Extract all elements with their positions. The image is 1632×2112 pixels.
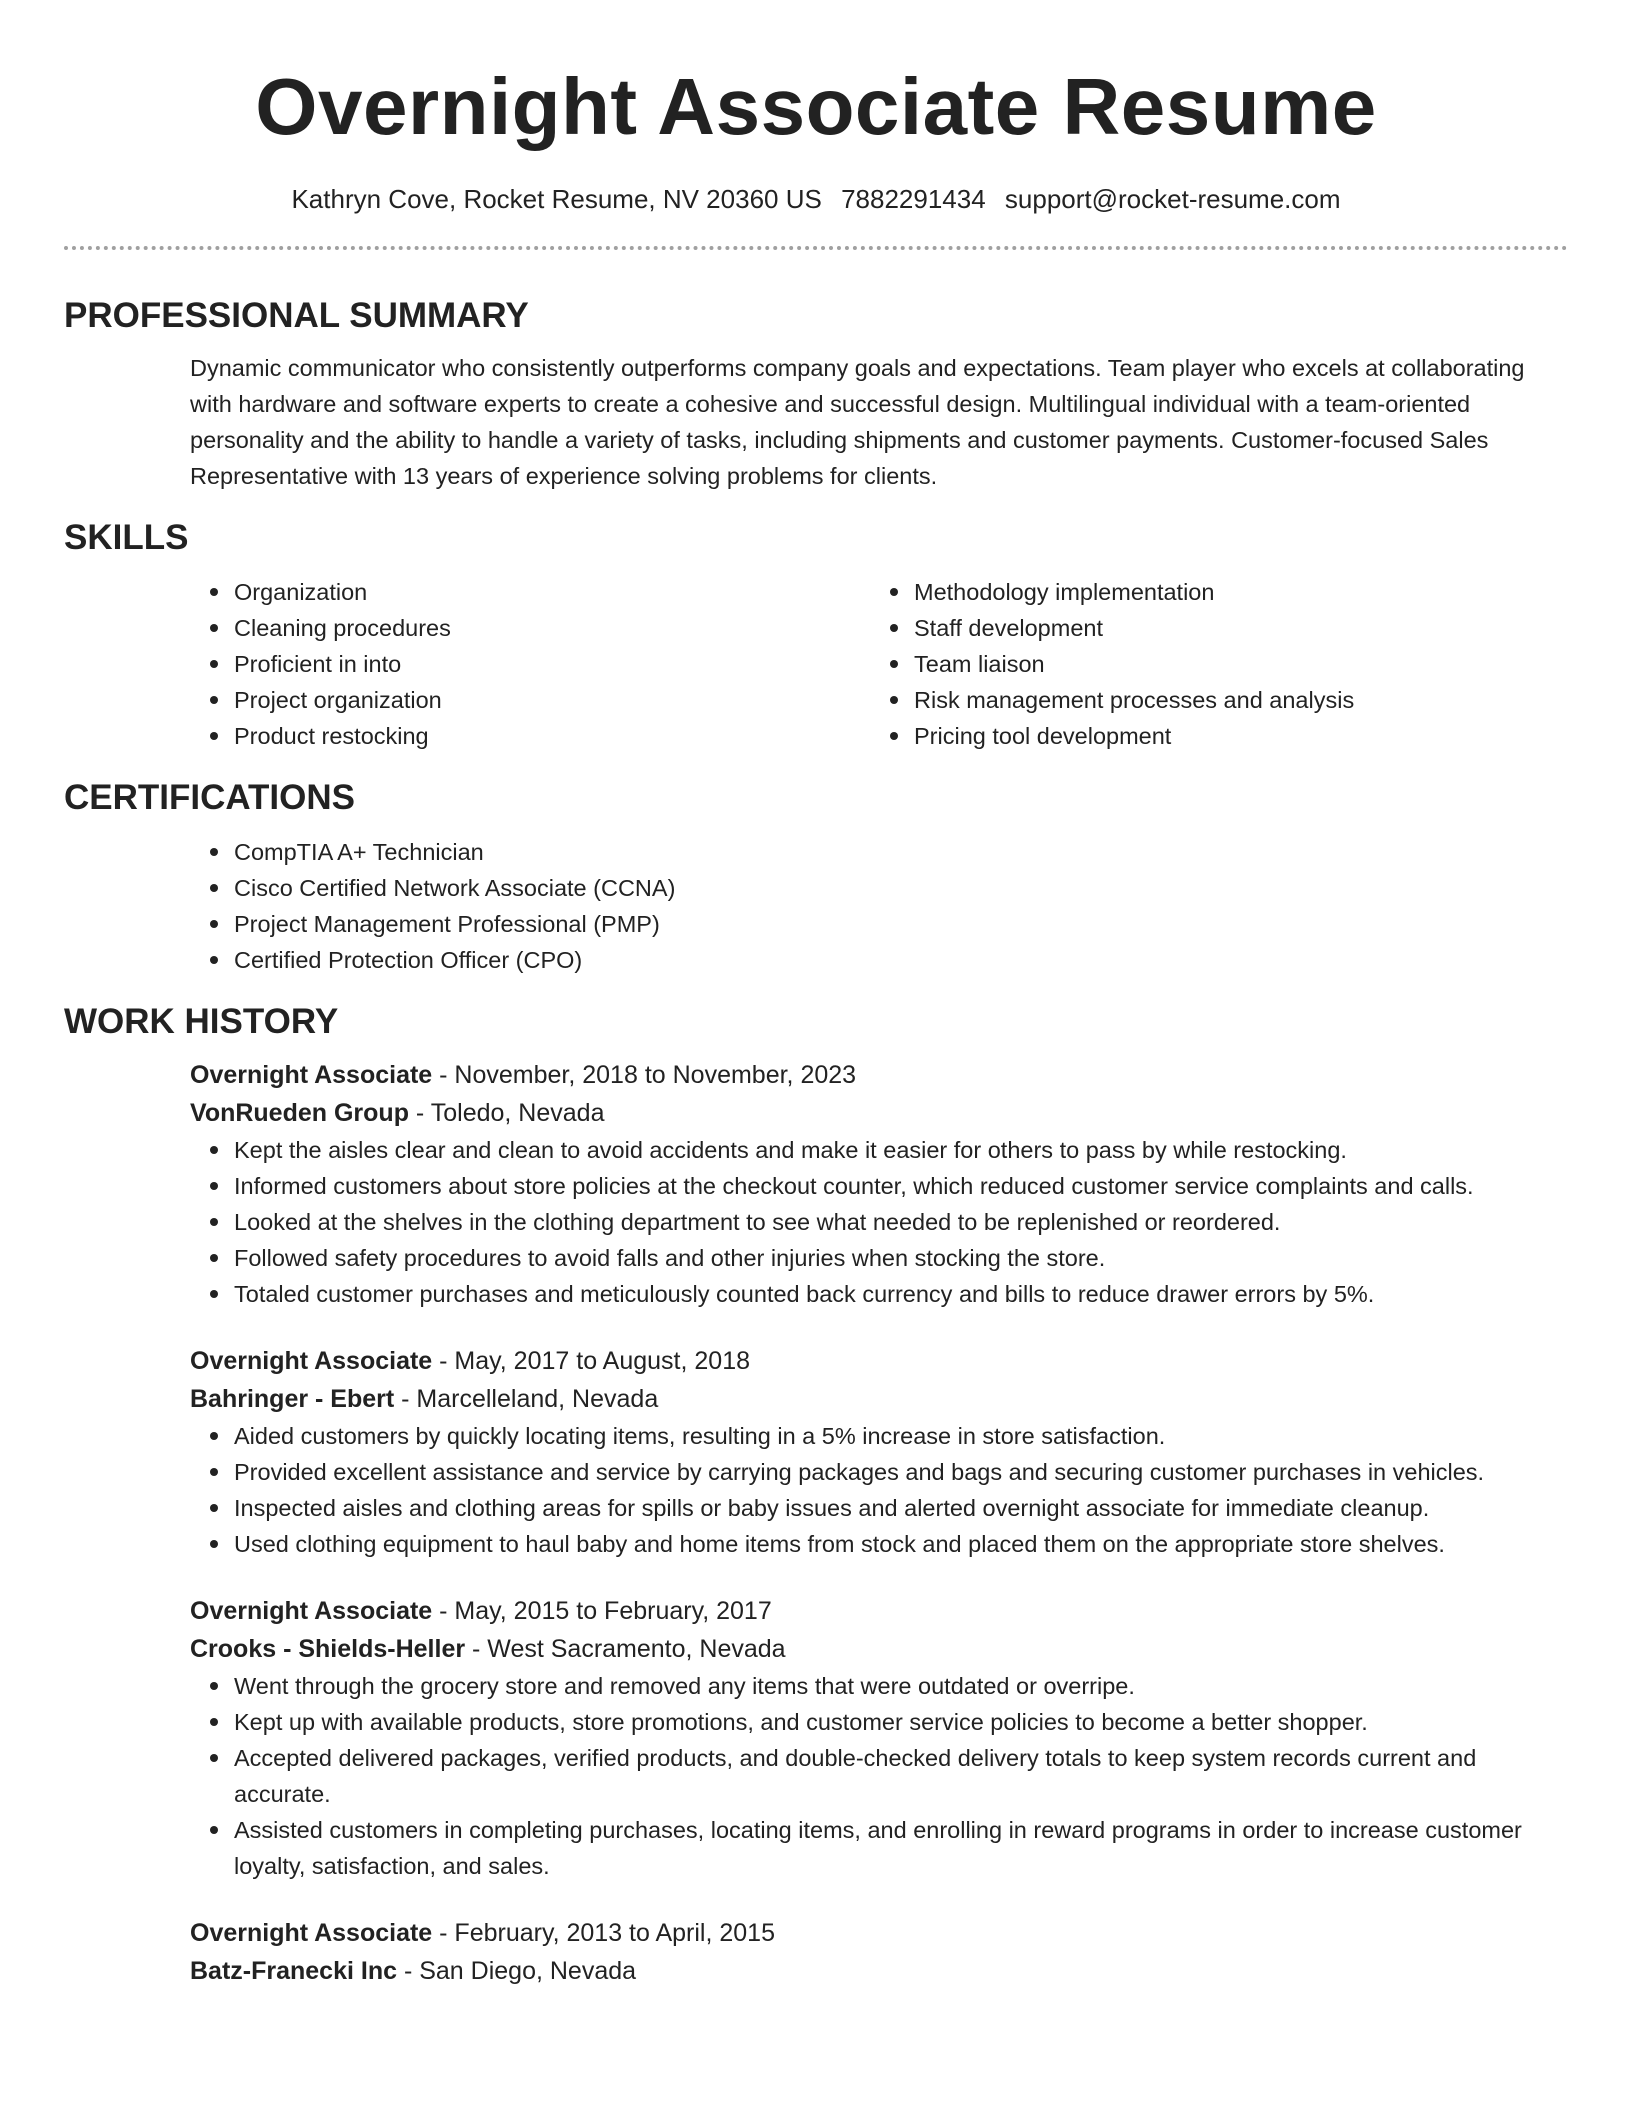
skill-item: Risk management processes and analysis [914,682,1550,718]
skill-item: Cleaning procedures [234,610,870,646]
job-location: - West Sacramento, Nevada [465,1635,786,1663]
job-location: - Marcelleland, Nevada [394,1385,659,1413]
skills-column-left [190,574,870,754]
job-title-line [190,1592,1568,1630]
skill-item: Proficient in into [234,646,870,682]
job-bullet: Kept the aisles clear and clean to avoid accidents and make it easier for others to pass by while restocking. [234,1132,1568,1168]
certification-item: CompTIA A+ Technician [234,834,1568,870]
certification-item: Cisco Certified Network Associate (CCNA) [234,870,1568,906]
job-entry [190,1342,1568,1562]
job-bullet: Informed customers about store policies at the checkout counter, which reduced customer service complaints and calls. [234,1168,1568,1204]
job-company: Crooks - Shields-Heller [190,1635,466,1663]
job-company: Batz-Franecki Inc [190,1957,398,1985]
skills-section [190,574,1568,754]
job-title: Overnight Associate [190,1061,433,1089]
certifications-heading: CERTIFICATIONS [64,778,356,817]
skill-item: Methodology implementation [914,574,1550,610]
job-bullet: Followed safety procedures to avoid falls and other injuries when stocking the store. [234,1240,1568,1276]
job-dates: - February, 2013 to April, 2015 [432,1919,775,1947]
contact-phone: 7882291434 [841,184,986,214]
certification-item: Project Management Professional (PMP) [234,906,1568,942]
job-entry [190,1914,1568,1990]
job-title-line [190,1056,1568,1094]
summary-heading: PROFESSIONAL SUMMARY [64,296,529,335]
contact-line [64,182,1568,216]
skills-heading: SKILLS [64,518,189,557]
skill-item: Staff development [914,610,1550,646]
skill-item: Pricing tool development [914,718,1550,754]
skill-item: Team liaison [914,646,1550,682]
job-company-line [190,1630,1568,1668]
job-bullet: Totaled customer purchases and meticulously counted back currency and bills to reduce drawer errors by 5%. [234,1276,1568,1312]
work-history-heading: WORK HISTORY [64,1002,339,1041]
job-entry [190,1592,1568,1884]
job-bullet: Assisted customers in completing purchases, locating items, and enrolling in reward programs in order to increase customer loyalty, satisfaction, and sales. [234,1812,1568,1884]
skills-column-right [870,574,1550,754]
job-title: Overnight Associate [190,1597,433,1625]
skill-item: Organization [234,574,870,610]
job-title-line [190,1914,1568,1952]
job-bullet: Went through the grocery store and removed any items that were outdated or overripe. [234,1668,1568,1704]
job-bullet: Provided excellent assistance and service by carrying packages and bags and securing customer purchases in vehicles. [234,1454,1568,1490]
job-company-line [190,1952,1568,1990]
header-divider [64,246,1568,250]
job-title: Overnight Associate [190,1919,433,1947]
job-dates: - May, 2015 to February, 2017 [432,1597,772,1625]
job-company: Bahringer - Ebert [190,1385,395,1413]
job-bullet: Accepted delivered packages, verified products, and double-checked delivery totals to keep system records current and accurate. [234,1740,1568,1812]
summary-section [190,350,1568,494]
resume-title: Overnight Associate Resume [255,62,1377,151]
job-entry [190,1056,1568,1312]
job-bullet: Inspected aisles and clothing areas for spills or baby issues and alerted overnight associate for immediate cleanup. [234,1490,1568,1526]
job-company-line [190,1380,1568,1418]
job-bullet: Aided customers by quickly locating items, resulting in a 5% increase in store satisfaction. [234,1418,1568,1454]
skill-item: Project organization [234,682,870,718]
job-bullet: Kept up with available products, store promotions, and customer service policies to become a better shopper. [234,1704,1568,1740]
contact-email: support@rocket-resume.com [1004,184,1341,214]
certifications-section [190,834,1568,978]
skill-item: Product restocking [234,718,870,754]
certification-item: Certified Protection Officer (CPO) [234,942,1568,978]
job-title: Overnight Associate [190,1347,433,1375]
summary-text: Dynamic communicator who consistently outperforms company goals and expectations. Team player who excels at collaborating with hardware and software experts to create a cohesive and successful design. Multilingual individual with a team-oriented personality and the ability to handle a variety of tasks, including shipments and customer payments. Customer-focused Sales Representative with 13 years of experience solving problems for clients. [190,355,1525,489]
job-dates: - May, 2017 to August, 2018 [432,1347,751,1375]
job-title-line [190,1342,1568,1380]
job-dates: - November, 2018 to November, 2023 [432,1061,857,1089]
job-company: VonRueden Group [190,1099,409,1127]
contact-address: Kathryn Cove, Rocket Resume, NV 20360 US [291,184,822,214]
job-location: - San Diego, Nevada [397,1957,637,1985]
job-bullet: Looked at the shelves in the clothing department to see what needed to be replenished or reordered. [234,1204,1568,1240]
job-company-line [190,1094,1568,1132]
job-location: - Toledo, Nevada [408,1099,605,1127]
job-bullet: Used clothing equipment to haul baby and home items from stock and placed them on the appropriate store shelves. [234,1526,1568,1562]
